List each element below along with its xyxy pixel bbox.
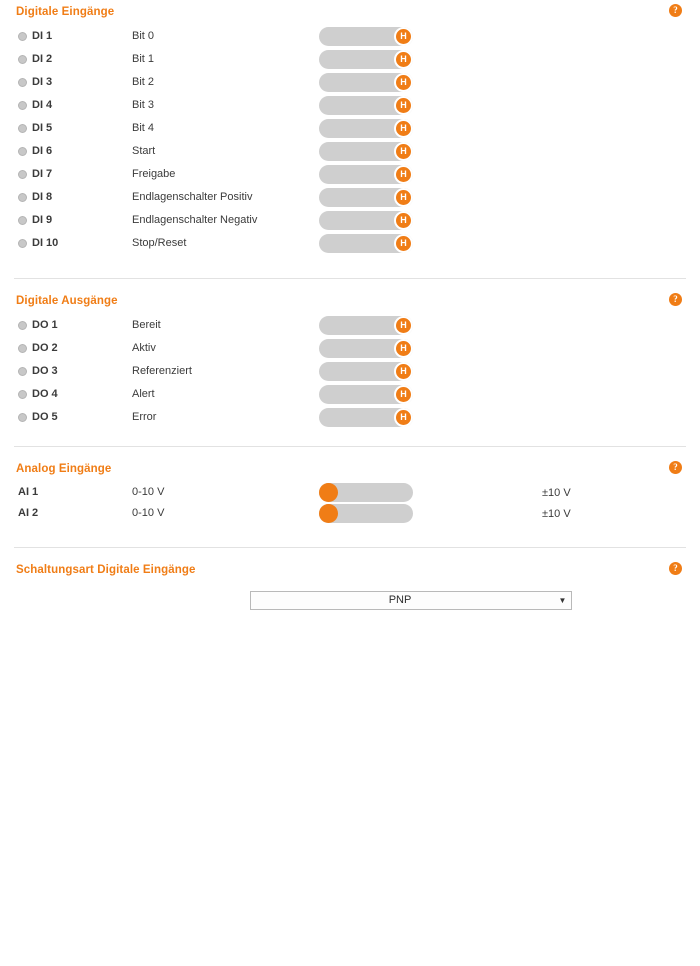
toggle-switch[interactable]	[319, 50, 413, 69]
status-led-icon	[18, 78, 27, 87]
toggle-knob: H	[394, 27, 413, 46]
toggle-knob: H	[394, 165, 413, 184]
toggle-switch[interactable]	[319, 188, 413, 207]
toggle-knob: H	[394, 73, 413, 92]
analog-slider[interactable]	[319, 504, 413, 523]
table-row	[14, 141, 686, 164]
channel-label: DO 1	[32, 319, 58, 331]
toggle-switch[interactable]	[319, 165, 413, 184]
channel-label: DO 4	[32, 388, 58, 400]
channel-description: 0-10 V	[132, 507, 165, 519]
status-led-icon	[18, 216, 27, 225]
table-row	[14, 407, 686, 430]
status-led-icon	[18, 390, 27, 399]
status-led-icon	[18, 124, 27, 133]
channel-description: Start	[132, 145, 156, 157]
table-row	[14, 72, 686, 95]
section-title-analog-inputs: Analog Eingänge	[16, 463, 112, 475]
channel-description: Endlagenschalter Positiv	[132, 191, 253, 203]
toggle-knob: H	[394, 96, 413, 115]
table-row	[14, 187, 686, 210]
status-led-icon	[18, 32, 27, 41]
channel-label: DI 6	[32, 145, 53, 157]
channel-description: Bereit	[132, 319, 161, 331]
switching-mode-value: PNP	[388, 594, 412, 606]
toggle-knob: H	[394, 408, 413, 427]
toggle-switch[interactable]	[319, 316, 413, 335]
status-led-icon	[18, 344, 27, 353]
table-row	[14, 95, 686, 118]
channel-description: Bit 0	[132, 30, 155, 42]
table-row	[14, 384, 686, 407]
channel-description: Error	[132, 411, 157, 423]
channel-label: DO 3	[32, 365, 58, 377]
channel-label: AI 2	[18, 507, 39, 519]
channel-label: DI 4	[32, 99, 53, 111]
channel-description: Bit 2	[132, 76, 155, 88]
channel-description: 0-10 V	[132, 486, 165, 498]
toggle-switch[interactable]	[319, 339, 413, 358]
table-row	[14, 504, 686, 525]
help-icon[interactable]: ?	[669, 293, 682, 306]
channel-label: DI 5	[32, 122, 53, 134]
toggle-switch[interactable]	[319, 142, 413, 161]
channel-range: ±10 V	[542, 487, 571, 499]
toggle-switch[interactable]	[319, 96, 413, 115]
channel-label: DI 1	[32, 30, 53, 42]
status-led-icon	[18, 321, 27, 330]
channel-label: DO 5	[32, 411, 58, 423]
channel-label: DI 7	[32, 168, 53, 180]
toggle-switch[interactable]	[319, 27, 413, 46]
table-row	[14, 338, 686, 361]
toggle-switch[interactable]	[319, 211, 413, 230]
help-icon[interactable]: ?	[669, 4, 682, 17]
table-row	[14, 361, 686, 384]
channel-description: Freigabe	[132, 168, 176, 180]
table-row	[14, 315, 686, 338]
channel-description: Bit 4	[132, 122, 155, 134]
analog-slider[interactable]	[319, 483, 413, 502]
section-switching-mode	[0, 558, 700, 621]
section-header-analog-inputs	[14, 457, 686, 483]
table-row	[14, 26, 686, 49]
section-title-digital-inputs: Digitale Eingänge	[16, 6, 115, 18]
toggle-switch[interactable]	[319, 119, 413, 138]
channel-label: DI 8	[32, 191, 53, 203]
chevron-down-icon: ▼	[558, 596, 567, 605]
toggle-switch[interactable]	[319, 362, 413, 381]
channel-label: DI 9	[32, 214, 53, 226]
channel-label: DI 10	[32, 237, 59, 249]
toggle-knob: H	[394, 119, 413, 138]
section-header-digital-inputs	[14, 0, 686, 26]
status-led-icon	[18, 55, 27, 64]
status-led-icon	[18, 193, 27, 202]
status-led-icon	[18, 367, 27, 376]
channel-description: Bit 3	[132, 99, 155, 111]
channel-range: ±10 V	[542, 508, 571, 520]
section-digital-outputs	[0, 289, 700, 430]
table-row	[14, 210, 686, 233]
section-analog-inputs	[0, 457, 700, 525]
switching-mode-select[interactable]	[250, 591, 572, 610]
toggle-knob: H	[394, 362, 413, 381]
toggle-knob: H	[394, 188, 413, 207]
section-digital-inputs	[0, 0, 700, 256]
status-led-icon	[18, 101, 27, 110]
channel-description: Endlagenschalter Negativ	[132, 214, 258, 226]
table-row	[14, 483, 686, 504]
status-led-icon	[18, 239, 27, 248]
table-row	[14, 233, 686, 256]
channel-label: DI 2	[32, 53, 53, 65]
channel-label: AI 1	[18, 486, 39, 498]
channel-description: Referenziert	[132, 365, 192, 377]
channel-description: Alert	[132, 388, 155, 400]
toggle-switch[interactable]	[319, 73, 413, 92]
status-led-icon	[18, 147, 27, 156]
section-header-switching-mode	[14, 558, 686, 584]
switching-mode-select-wrap	[14, 591, 686, 621]
toggle-knob: H	[394, 316, 413, 335]
toggle-knob: H	[394, 339, 413, 358]
channel-description: Aktiv	[132, 342, 156, 354]
toggle-knob: H	[394, 50, 413, 69]
toggle-knob: H	[394, 234, 413, 253]
toggle-knob: H	[394, 385, 413, 404]
toggle-knob: H	[394, 211, 413, 230]
channel-label: DI 3	[32, 76, 53, 88]
status-led-icon	[18, 413, 27, 422]
slider-knob	[319, 504, 338, 523]
help-icon[interactable]: ?	[669, 461, 682, 474]
channel-description: Bit 1	[132, 53, 155, 65]
table-row	[14, 164, 686, 187]
section-title-switching-mode: Schaltungsart Digitale Eingänge	[16, 564, 196, 576]
slider-knob	[319, 483, 338, 502]
toggle-switch[interactable]	[319, 408, 413, 427]
toggle-knob: H	[394, 142, 413, 161]
table-row	[14, 49, 686, 72]
status-led-icon	[18, 170, 27, 179]
channel-label: DO 2	[32, 342, 58, 354]
channel-description: Stop/Reset	[132, 237, 187, 249]
toggle-switch[interactable]	[319, 385, 413, 404]
section-header-digital-outputs	[14, 289, 686, 315]
table-row	[14, 118, 686, 141]
section-title-digital-outputs: Digitale Ausgänge	[16, 295, 118, 307]
help-icon[interactable]: ?	[669, 562, 682, 575]
toggle-switch[interactable]	[319, 234, 413, 253]
